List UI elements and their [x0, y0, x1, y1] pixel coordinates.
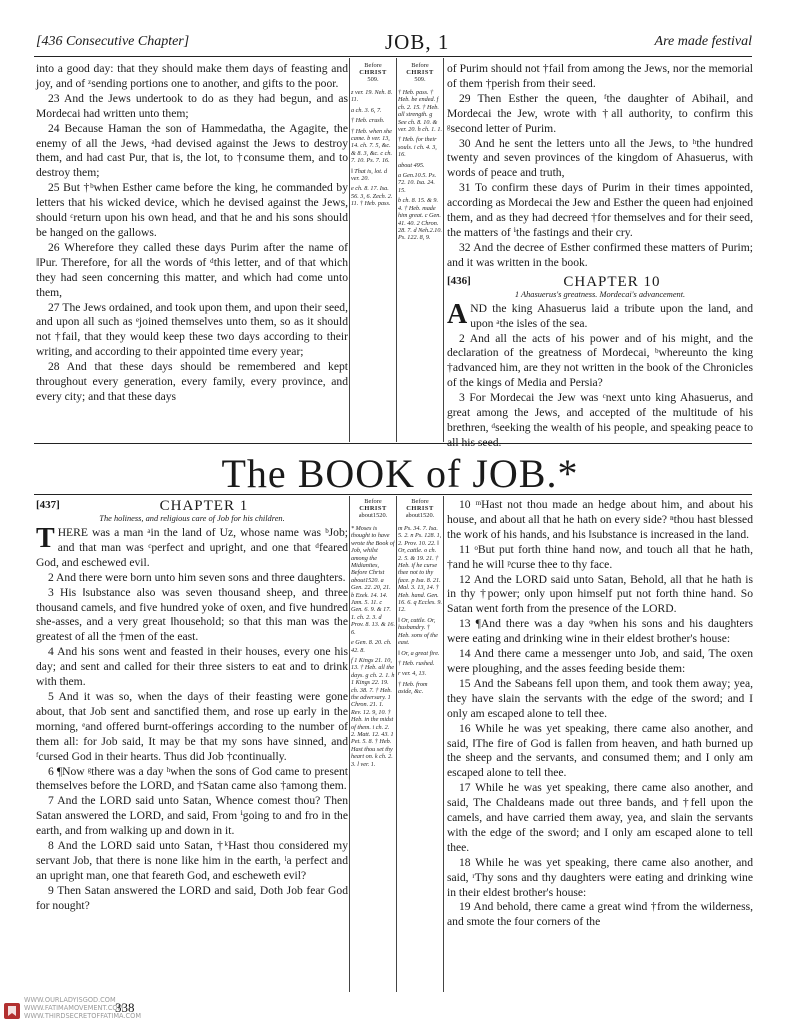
consecutive-chapter-number: [437] [36, 499, 60, 511]
marginal-reference: ‖ Or, a great fire. [398, 649, 440, 657]
chapter-heading: CHAPTER 1 [159, 498, 249, 514]
marginal-reference: † Heb. for their souls. i ch. 4. 3, 16. [398, 136, 437, 159]
header-running-title: Are made festival [654, 34, 752, 49]
job-left-column [36, 498, 348, 914]
chapter-1-heading-block [36, 498, 348, 524]
drop-cap: T [36, 523, 55, 554]
verse-paragraph: 28 And that these days should be remembered and kept throughout every generation, every family, every province, and every city; and that these days [36, 360, 348, 403]
verse-paragraph: 25 But †ᵇwhen Esther came before the king, he commanded by letters that his wicked device, which he devised against the Jews, should ᶜreturn upon his own head, and that he and his sons should be hanged on the gallows. [36, 181, 348, 239]
verse-paragraph: ND the king Ahasuerus laid a tribute upon the land, and upon ᵃthe isles of the sea. [470, 301, 753, 330]
verse-paragraph: 2 And there were born unto him seven sons and three daughters. [48, 570, 346, 584]
marginal-reference: † Heb. pass. † Heb. be ended. f ch. 2. 15. † Heb. all strength. g See ch. 8. 10. & ver. 20. h ch. 1. 1. [398, 89, 442, 134]
verse-paragraph: 2 And all the acts of his power and of his might, and the declaration of the greatness of Mordecai, ᵇwhereunto the king †advanced him, are they not written in the book of the Chronicles of the kings of Media and Persia? [447, 331, 753, 390]
title-rule [34, 494, 752, 495]
verse-paragraph: 11 ᵒBut put forth thine hand now, and touch all that he hath, †and he will ᵖcurse thee to thy face. [447, 542, 753, 571]
consecutive-chapter-number: [436] [447, 274, 471, 287]
esther-left-column [36, 62, 348, 405]
marginal-references-left [351, 498, 395, 990]
marginal-reference: z ver. 19. Neh. 8. 11. [351, 89, 393, 104]
verse-paragraph: 14 And there came a messenger unto Job, and said, The oxen were ploughing, and the asses feeding beside them: [447, 647, 753, 675]
verse-paragraph: 9 Then Satan answered the LORD and said, Doth Job fear God for nought? [36, 883, 348, 912]
verse-paragraph: 5 And it was so, when the days of their feasting were gone about, that Job sent and sanctified them, and rose up early in the morning, ᵉand offered burnt-offerings according to the number of them all: for Job said, It may be that my sons have sinned, and ᶠcursed God in their hearts. Thus did Job †continually. [36, 689, 348, 763]
verse-paragraph: 27 The Jews ordained, and took upon them, and upon their seed, and upon all such as ᵉjoined themselves unto them, so as it should not †fail, that they would keep these two days according to their writing, and according to their appointed time every year; [36, 300, 348, 359]
marginal-reference: † Heb. from aside, &c. [398, 680, 428, 696]
site-logo-icon [3, 1002, 21, 1020]
marginal-reference: * Moses is thought to have wrote the Book of Job, whilst among the Midianites, Before Christ about1520. a Gen. 22. 20, 21. b Ezek. 14. 14. Jam. 5. 11. c Gen. 6. 9. & 17. 1. ch. 2. 3. d Prov. 8. 13. & 16. 6. [351, 525, 395, 636]
marginal-reference: ‖ That is, lot. d ver. 20. [351, 167, 388, 183]
column-divider [443, 58, 444, 442]
marginal-reference: † Heb. when she came. b ver. 13, 14. ch. 7. 5, &c. & 8. 3, &c. c ch. 7. 10. Ps. 7. 16. [351, 127, 393, 165]
marginal-reference: e Gen. 8. 20. ch. 42. 8. [351, 639, 392, 654]
marginal-reference: † Heb. rushed. [398, 659, 435, 667]
chapter-heading: CHAPTER 10 [563, 273, 661, 290]
verse-paragraph: 23 And the Jews undertook to do as they had begun, and as Mordecai had written unto them; [36, 91, 348, 120]
verse-paragraph: 3 For Mordecai the Jew was ᶜnext unto king Ahasuerus, and great among the Jews, and accepted of the multitude of his brethren, ᵈseeking the wealth of his people, and speaking peace to all his seed. [447, 391, 753, 449]
drop-cap: A [447, 298, 468, 330]
marginal-date-heading: Before CHRIST about1520. [358, 498, 388, 519]
column-divider [443, 496, 444, 992]
column-divider [396, 496, 397, 992]
verse-paragraph: 31 To confirm these days of Purim in their times appointed, according as Mordecai the Jew and Esther the queen had enjoined them, and as they had decreed †for themselves and for their seed, the matters of ⁱthe fastings and their cry. [447, 181, 753, 239]
footer-url[interactable]: WWW.THIRDSECRETOFFATIMA.COM [24, 1012, 142, 1020]
header-book-chapter: JOB, 1 [385, 30, 450, 54]
section-rule [34, 443, 752, 444]
verse-paragraph: 19 And behold, there came a great wind †from the wilderness, and smote the four corners of the [447, 900, 753, 929]
verse-paragraph: 8 And the LORD said unto Satan, †ᵏHast thou considered my servant Job, that there is none like him in the earth, ˡa perfect and an upright man, one that feareth God, and escheweth evil? [36, 839, 348, 882]
verse-paragraph: 16 While he was yet speaking, there came also another, and said, ‖The fire of God is fallen from heaven, and hath burned up the sheep and the servants, and consumed them; and I only am escaped alone to tell thee. [447, 721, 753, 780]
column-divider [396, 58, 397, 442]
book-title: The BOOK of JOB.* [221, 451, 579, 496]
page-number: 338 [115, 1000, 135, 1015]
verse-paragraph: 32 And the decree of Esther confirmed these matters of Purim; and it was written in the book. [447, 240, 753, 269]
marginal-date-heading: Before CHRIST 509. [359, 62, 387, 83]
footer-url[interactable]: WWW.OURLADYISGOD.COM [24, 996, 116, 1004]
verse-paragraph: 30 And he sent the letters unto all the Jews, to ʰthe hundred twenty and seven provinces of the kingdom of Ahasuerus, with words of peace and truth, [447, 136, 753, 180]
esther-right-column [447, 62, 753, 451]
job-right-column [447, 498, 753, 930]
marginal-date-heading: Before CHRIST 509. [406, 62, 434, 83]
running-header [30, 30, 752, 54]
marginal-references-right [398, 62, 442, 442]
header-rule [34, 56, 752, 57]
verse-paragraph: 3 His ‖substance also was seven thousand sheep, and three thousand camels, and five hundred yoke of oxen, and five hundred she-asses, and a very great ‖household; so that this man was the greatest of all the †men of the east. [36, 585, 348, 644]
header-consecutive-chapter: [436 Consecutive Chapter] [36, 34, 190, 49]
verse-paragraph: 6 ¶Now ᵍthere was a day ʰwhen the sons of God came to present themselves before the LORD, and †Satan came also †among them. [36, 764, 348, 793]
verse-paragraph: 26 Wherefore they called these days Purim after the name of ‖Pur. Therefore, for all the words of ᵈthis letter, and of that which they had seen concerning this matter, and which had come unto them, [36, 240, 348, 299]
chapter-summary: The holiness, and religious care of Job for his children. [99, 514, 285, 523]
verse-paragraph: 24 Because Haman the son of Hammedatha, the Agagite, the enemy of all the Jews, ᵃhad devised against the Jews to destroy them, and had cast Pur, that is, the lot, to †consume them, and to destroy them; [36, 121, 348, 180]
verse-paragraph: into a good day: that they should make them days of feasting and joy, and of ᶻsending portions one to another, and gifts to the poor. [36, 62, 348, 90]
verse-paragraph: 15 And the Sabeans fell upon them, and took them away; yea, they have slain the servants with the edge of the sword; and I only am escaped alone to tell thee. [447, 676, 753, 720]
chapter-summary: 1 Ahasuerus's greatness. Mordecai's advancement. [514, 289, 686, 299]
footer-url[interactable]: WWW.FATIMAMOVEMENT.COM [24, 1004, 124, 1012]
marginal-reference: about 495. [398, 161, 425, 169]
marginal-reference: † Heb. crush. [351, 117, 385, 125]
column-divider [349, 58, 350, 442]
marginal-references-right [398, 498, 442, 990]
verse-paragraph: 17 While he was yet speaking, there came also another, and said, The Chaldeans made out three bands, and †fell upon the camels, and have carried them away, yea, and slain the servants with the edge of the sword; and I only am escaped alone to tell thee. [447, 781, 753, 854]
marginal-reference: ‖ Or, cattle. Or, husbandry. † Heb. sons of the east. [398, 616, 438, 647]
verse-paragraph: HERE was a man ᵃin the land of Uz, whose name was ᵇJob; and that man was ᶜperfect and upright, and one that ᵈfeared God, and eschewed evil. [36, 526, 348, 569]
verse-paragraph: 13 ¶And there was a day ᵠwhen his sons and his daughters were eating and drinking wine in their eldest brother's house: [447, 617, 753, 646]
column-divider [349, 496, 350, 992]
chapter-10-heading-block [447, 274, 753, 300]
verse-paragraph: 12 And the LORD said unto Satan, Behold, all that he hath is in thy †power; only upon himself put not forth thine hand. So Satan went forth from the presence of the LORD. [447, 572, 753, 616]
verse-paragraph: 29 Then Esther the queen, ᶠthe daughter of Abihail, and Mordecai the Jew, wrote with †all authority, to confirm this ᵍsecond letter of Purim. [447, 91, 753, 135]
marginal-reference: m Ps. 34. 7. Isa. 5. 2. n Ps. 128. 1, 2. Prov. 10. 22. ‖ Or, cattle. o ch. 2. 5. & 19. 21. † Heb. if he curse thee not to thy face. p Isa. 8. 21. Mal. 3. 13, 14. † Heb. hand. Gen. 16. 6. q Eccles. 9. 12. [398, 525, 442, 614]
verse-paragraph: 7 And the LORD said unto Satan, Whence comest thou? Then Satan answered the LORD, and said, From ⁱgoing to and fro in the earth, and from walking up and down in it. [36, 794, 348, 838]
marginal-reference: a Gen.10.5. Ps. 72. 10. Isa. 24. 15. [398, 172, 437, 194]
marginal-reference: e ch. 8. 17. Isa. 56. 3, 6. Zech. 2. 11. † Heb. pass. [351, 185, 393, 208]
marginal-reference: b ch. 8. 15. & 9. 4. † Heb. made him great. c Gen. 41. 40. 2 Chron. 28. 7. d Neh.2.10. Ps. 122. 8, 9. [398, 197, 442, 242]
marginal-references-left [351, 62, 395, 442]
verse-paragraph: 4 And his sons went and feasted in their houses, every one his day; and sent and called for their three sisters to eat and to drink with them. [36, 645, 348, 689]
marginal-reference: a ch. 3. 6, 7. [351, 106, 382, 114]
marginal-date-heading: Before CHRIST about1520. [405, 498, 435, 519]
verse-paragraph: of Purim should not †fail from among the Jews, nor the memorial of them †perish from their seed. [447, 62, 753, 90]
verse-paragraph: 18 While he was yet speaking, there came also another, and said, ʳThy sons and thy daughters were eating and drinking wine in their eldest brother's house: [447, 855, 753, 899]
marginal-reference: r ver. 4, 13. [398, 670, 427, 678]
marginal-reference: f 1 Kings 21. 10, 13. † Heb. all the days. g ch. 2. 1. h 1 Kings 22. 19. ch. 38. 7. † Heb. the adversary. 1 Chron. 21. 1. Rev. 12. 9, 10. † Heb. in the midst of them. i ch. 2. 2. Matt. 12. 43. 1 Pet. 5. 8. † Heb. Hast thou set thy heart on. k ch. 2. 3. l ver. 1. [351, 656, 395, 768]
verse-paragraph: 10 ᵐHast not thou made an hedge about him, and about his house, and about all that he hath on every side? ⁿthou hast blessed the work of his hands, and his ‖substance is increased in the land. [447, 498, 753, 541]
